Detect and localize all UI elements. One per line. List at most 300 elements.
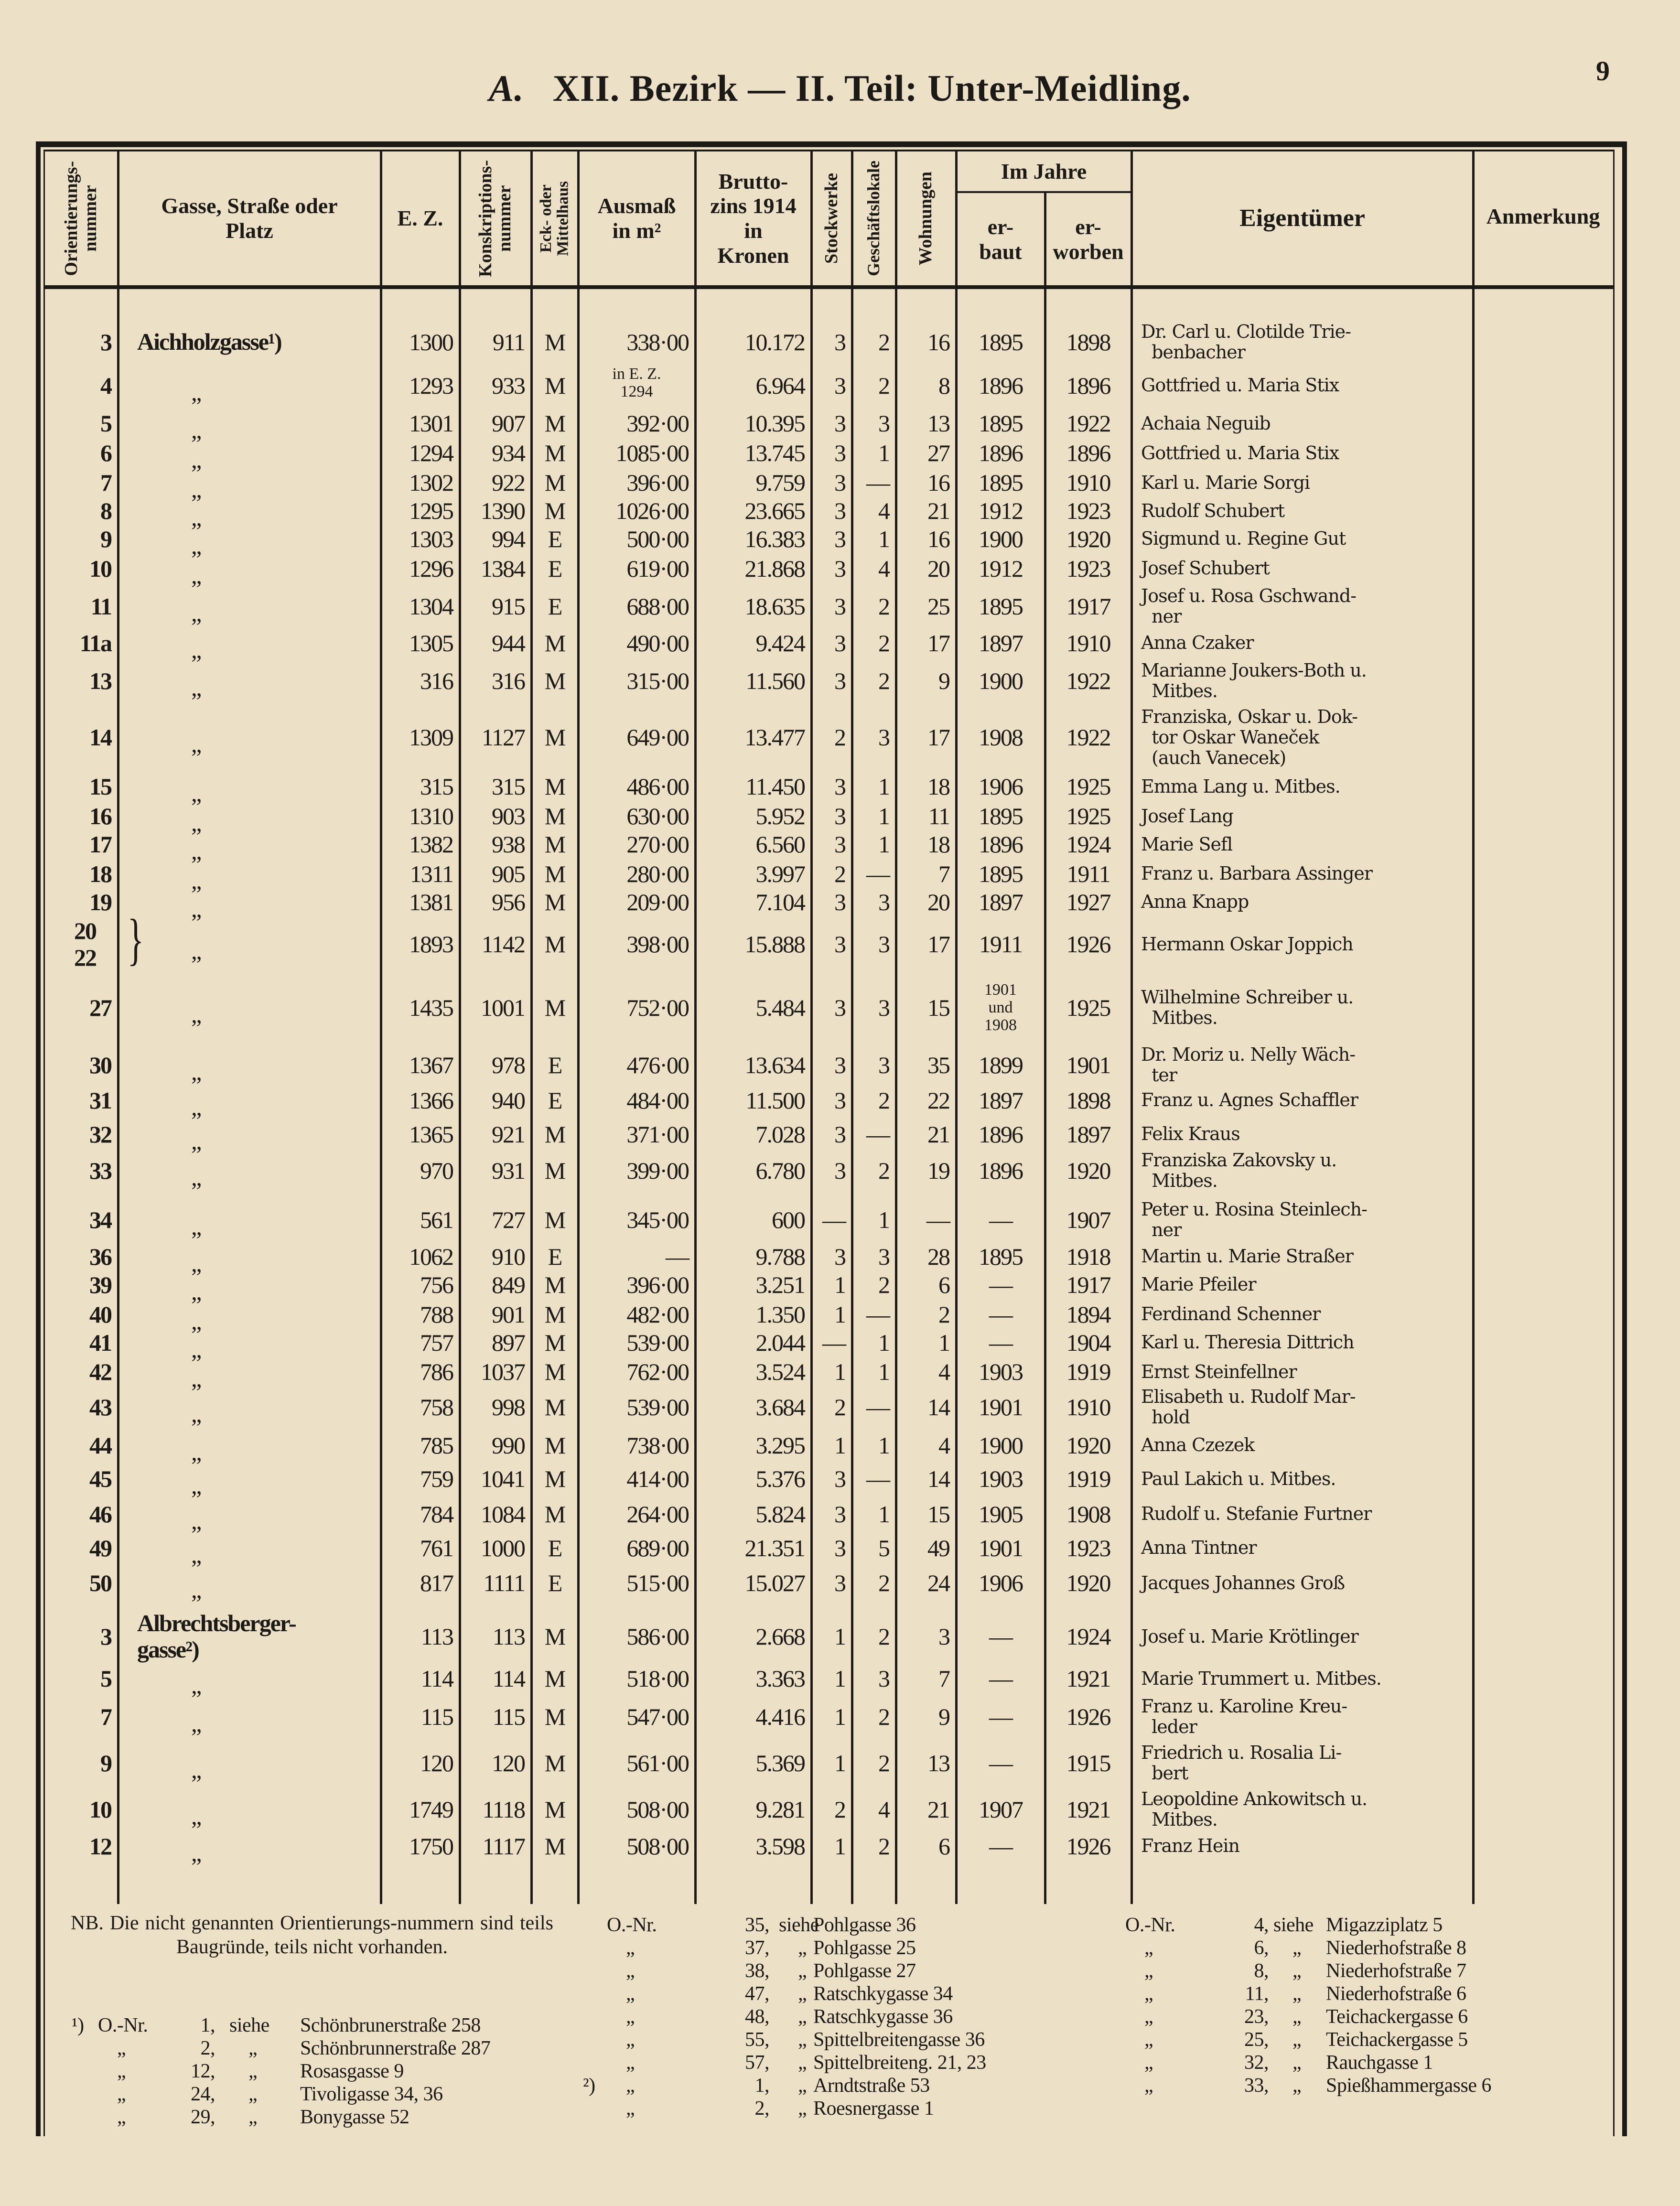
cell-erbaut: —: [989, 1271, 1012, 1298]
cell-erbaut: 1901: [979, 1394, 1023, 1420]
cell-em: M: [544, 1394, 565, 1420]
footnote-target: Tivoligasse 34, 36: [300, 2083, 443, 2105]
footnote-prefix: „: [626, 2006, 635, 2028]
cell-zins: 13.477: [744, 724, 805, 751]
column-rule: [851, 150, 853, 1904]
cell-gasse: „: [191, 1710, 201, 1737]
cell-wo: 24: [927, 1570, 949, 1597]
cell-nr: 42: [89, 1358, 111, 1386]
cell-zins: 5.824: [755, 1500, 805, 1528]
cell-erworben: 1922: [1066, 410, 1110, 437]
cell-em: M: [544, 860, 565, 887]
cell-gasse: „: [191, 476, 201, 503]
cell-erworben: 1898: [1066, 328, 1110, 355]
cell-zins: 18.635: [744, 593, 805, 620]
cell-st: 3: [834, 831, 845, 858]
cell-wo: 15: [927, 994, 949, 1021]
cell-eig: Marie Sefl: [1141, 833, 1233, 855]
cell-eig: Rudolf Schubert: [1141, 500, 1285, 521]
cell-erbaut: 1912: [979, 497, 1023, 525]
cell-wo: 7: [938, 1665, 949, 1692]
cell-nr: 14: [89, 724, 111, 751]
cell-ez: 1367: [409, 1052, 453, 1079]
cell-em: M: [544, 410, 565, 437]
cell-gl: 3: [878, 888, 889, 915]
footnote-siehe: „: [1292, 1960, 1302, 1982]
cell-nr: 13: [89, 667, 111, 695]
cell-ausmass: 490·00: [626, 629, 689, 656]
cell-ausmass: 338·00: [626, 328, 689, 355]
footnote-number: 29,: [191, 2106, 215, 2128]
cell-erbaut: 1900: [979, 667, 1023, 695]
footnote-target: Schönbrunnerstraße 287: [300, 2037, 491, 2059]
cell-gasse: „: [191, 1249, 201, 1277]
cell-gl: 3: [878, 1243, 889, 1270]
col-header-anmerkung: Anmerkung: [1486, 204, 1600, 228]
cell-eig: Anna Czaker: [1141, 632, 1254, 654]
cell-gl: 2: [878, 328, 889, 355]
frame-right: [1622, 141, 1627, 2136]
cell-st: 3: [834, 469, 845, 496]
cell-ez: 114: [420, 1665, 453, 1692]
cell-nr: 5: [100, 410, 111, 437]
cell-wo: 4: [938, 1431, 949, 1459]
cell-st: 3: [834, 931, 845, 958]
footnote-prefix: „: [117, 2106, 126, 2128]
cell-ez: 761: [420, 1534, 453, 1561]
cell-eig: Sigmund u. Regine Gut: [1141, 528, 1346, 549]
cell-zins: 10.172: [744, 328, 805, 355]
cell-zins: 10.395: [744, 410, 805, 437]
cell-em: M: [544, 803, 565, 830]
footnote-target: Pohlgasse 27: [813, 1960, 916, 1982]
cell-erworben: 1926: [1066, 1832, 1110, 1860]
cell-wo: 18: [927, 831, 949, 858]
cell-erworben: 1910: [1066, 629, 1110, 656]
cell-nr: 11a: [79, 629, 111, 656]
cell-gasse: „: [191, 1307, 201, 1334]
cell-nr: 43: [89, 1394, 111, 1420]
footnote-prefix: „: [626, 2052, 635, 2074]
footnote-target: Teichackergasse 5: [1326, 2029, 1468, 2051]
col-header-orientierungsnummer: [44, 151, 118, 285]
col-header-eigentuemer: Eigentümer: [1239, 204, 1365, 232]
cell-em: M: [544, 1832, 565, 1860]
cell-gl: 3: [878, 931, 889, 958]
column-rule: [810, 150, 813, 1904]
cell-em: M: [544, 1796, 565, 1823]
footnote-siehe: „: [798, 2098, 807, 2120]
cell-eig: Emma Lang u. Mitbes.: [1141, 775, 1340, 797]
cell-gasse: „: [191, 600, 201, 627]
cell-gl: 2: [878, 372, 889, 399]
cell-wo: 9: [938, 667, 949, 695]
cell-erbaut: 1895: [979, 469, 1023, 496]
cell-ausmass: 1026·00: [615, 497, 689, 525]
cell-erbaut: 1901 und 1908: [984, 981, 1017, 1034]
cell-zins: 3.363: [755, 1665, 805, 1692]
cell-zins: 3.684: [755, 1394, 805, 1420]
col-header-ausmass: Ausmaß in m²: [597, 194, 676, 243]
cell-erbaut: —: [989, 1623, 1012, 1650]
cell-erworben: 1910: [1066, 1394, 1110, 1420]
cell-erworben: 1919: [1066, 1465, 1110, 1493]
cell-gasse: „: [191, 1058, 201, 1086]
cell-nr: 39: [89, 1271, 111, 1298]
cell-zins: 21.868: [744, 555, 805, 582]
cell-ausmass: 315·00: [626, 667, 689, 695]
cell-erbaut: 1895: [979, 328, 1023, 355]
cell-ez: 757: [420, 1329, 453, 1356]
cell-erworben: 1923: [1066, 555, 1110, 582]
cell-kn: 956: [492, 888, 525, 915]
cell-kn: 940: [492, 1087, 525, 1114]
cell-em: M: [544, 1665, 565, 1692]
cell-wo: 7: [938, 860, 949, 887]
footnote-siehe: siehe: [1273, 1914, 1314, 1936]
cell-em: M: [544, 1329, 565, 1356]
cell-wo: 20: [927, 888, 949, 915]
cell-nr: 4: [100, 372, 111, 399]
cell-eig: Franziska, Oskar u. Dok- tor Oskar Waneček (auch Vanecek): [1141, 706, 1357, 768]
frame-top: [37, 141, 1627, 147]
cell-erbaut: —: [989, 1703, 1012, 1730]
col-header-label: Orientierungs- nummer: [61, 161, 100, 276]
cell-erbaut: 1903: [979, 1358, 1023, 1386]
footnote-target: Ratschkygasse 34: [813, 1983, 953, 2005]
cell-wo: 16: [927, 328, 949, 355]
column-rule: [117, 150, 119, 1904]
footnote-siehe: „: [798, 1983, 807, 2005]
cell-eig: Franz u. Barbara Assinger: [1141, 863, 1373, 884]
cell-erworben: 1926: [1066, 1703, 1110, 1730]
cell-eig: Ernst Steinfellner: [1141, 1361, 1297, 1382]
cell-em: E: [548, 1243, 562, 1270]
footnote-target: Migazziplatz 5: [1326, 1914, 1443, 1936]
cell-ausmass: 482·00: [626, 1301, 689, 1328]
cell-zins: 9.788: [755, 1243, 805, 1270]
cell-ausmass: 508·00: [626, 1832, 689, 1860]
col-header-erbaut: er- baut: [979, 214, 1022, 264]
cell-ez: 756: [420, 1271, 453, 1298]
cell-kn: 907: [492, 410, 525, 437]
cell-zins: 2.044: [755, 1329, 805, 1356]
page-number: 9: [1596, 55, 1610, 86]
cell-erworben: 1927: [1066, 888, 1110, 915]
col-header-eck-mittelhaus: [531, 151, 578, 285]
cell-zins: 3.598: [755, 1832, 805, 1860]
footnote-siehe: „: [1292, 2052, 1302, 2074]
cell-ez: 786: [420, 1358, 453, 1386]
cell-ez: 788: [420, 1301, 453, 1328]
cell-kn: 994: [492, 525, 525, 552]
cell-gl: —: [866, 469, 889, 496]
cell-em: E: [548, 1570, 562, 1597]
cell-ez: 1293: [409, 372, 453, 399]
col-header-stockwerke: [811, 151, 852, 285]
cell-em: M: [544, 667, 565, 695]
cell-kn: 921: [492, 1120, 525, 1148]
cell-erworben: 1920: [1066, 525, 1110, 552]
cell-ez: 784: [420, 1500, 453, 1528]
cell-erworben: 1924: [1066, 1623, 1110, 1650]
footnote-siehe: „: [1292, 2006, 1302, 2028]
cell-erworben: 1917: [1066, 1271, 1110, 1298]
cell-zins: 4.416: [755, 1703, 805, 1730]
cell-wo: 16: [927, 469, 949, 496]
cell-eig: Jacques Johannes Groß: [1141, 1572, 1345, 1593]
cell-wo: 28: [927, 1243, 949, 1270]
cell-eig: Hermann Oskar Joppich: [1141, 933, 1353, 955]
cell-zins: 7.028: [755, 1120, 805, 1148]
footnote-prefix: „: [117, 2060, 126, 2082]
cell-nr: 3: [100, 328, 111, 355]
cell-kn: 1084: [481, 1500, 525, 1528]
cell-ez: 1304: [409, 593, 453, 620]
cell-gl: 5: [878, 1534, 889, 1561]
cell-kn: 1384: [481, 555, 525, 582]
footnote-target: Spießhammergasse 6: [1326, 2075, 1491, 2097]
cell-gasse: „: [191, 1756, 201, 1784]
title-text: XII. Bezirk — II. Teil: Unter-Meidling.: [552, 67, 1191, 109]
cell-em: M: [544, 724, 565, 751]
cell-erbaut: 1899: [979, 1052, 1023, 1079]
footnote-siehe: „: [798, 2006, 807, 2028]
cell-zins: 11.560: [745, 667, 805, 695]
cell-kn: 938: [492, 831, 525, 858]
cell-nr: 10: [89, 1796, 111, 1823]
cell-wo: 17: [927, 724, 949, 751]
cell-erworben: 1919: [1066, 1358, 1110, 1386]
cell-erworben: 1896: [1066, 440, 1110, 467]
cell-zins: 23.665: [744, 497, 805, 525]
cell-gasse: „: [191, 937, 201, 965]
footnote-number: 4,: [1254, 1914, 1269, 1936]
column-rule: [955, 150, 958, 1904]
cell-zins: 1.350: [755, 1301, 805, 1328]
cell-zins: 5.952: [755, 803, 805, 830]
cell-wo: 21: [927, 1120, 949, 1148]
cell-st: 3: [834, 803, 845, 830]
cell-kn: 933: [492, 372, 525, 399]
footnote-prefix: „: [1144, 1937, 1153, 1959]
column-rule: [459, 150, 461, 1904]
cell-nr: 12: [89, 1832, 111, 1860]
cell-erworben: 1910: [1066, 469, 1110, 496]
frame-left-inner: [43, 150, 45, 2136]
cell-st: 1: [834, 1750, 845, 1777]
cell-wo: 14: [927, 1394, 949, 1420]
cell-ausmass: 518·00: [626, 1665, 689, 1692]
cell-erworben: 1925: [1066, 803, 1110, 830]
cell-erbaut: —: [989, 1329, 1012, 1356]
cell-nr: 30: [89, 1052, 111, 1079]
cell-st: 2: [834, 1796, 845, 1823]
cell-erworben: 1925: [1066, 773, 1110, 800]
cell-nr: 33: [89, 1157, 111, 1184]
col-header-konskriptionsnummer: [460, 151, 531, 285]
footnote-prefix: „: [1144, 1960, 1153, 1982]
cell-nr: 44: [89, 1431, 111, 1459]
cell-gl: 1: [878, 1358, 889, 1386]
cell-eig: Josef u. Marie Krötlinger: [1141, 1625, 1358, 1647]
cell-wo: 27: [927, 440, 949, 467]
cell-erbaut: 1895: [979, 1243, 1023, 1270]
column-rule: [694, 150, 697, 1904]
cell-st: 3: [834, 497, 845, 525]
cell-nr: 17: [89, 831, 111, 858]
footnote-prefix: „: [626, 1960, 635, 1982]
cell-gasse: „: [191, 636, 201, 663]
cell-ez: 1365: [409, 1120, 453, 1148]
footnote-prefix: „: [626, 2029, 635, 2051]
cell-gl: 3: [878, 410, 889, 437]
cell-erworben: 1898: [1066, 1087, 1110, 1114]
cell-kn: 1117: [482, 1832, 525, 1860]
cell-kn: 1001: [481, 994, 525, 1021]
cell-em: M: [544, 469, 565, 496]
cell-em: M: [544, 773, 565, 800]
cell-kn: 1127: [481, 724, 525, 751]
cell-wo: 3: [938, 1623, 949, 1650]
cell-gl: 3: [878, 1665, 889, 1692]
cell-erbaut: 1897: [979, 1087, 1023, 1114]
cell-erbaut: 1896: [979, 1120, 1023, 1148]
cell-eig: Josef u. Rosa Gschwand- ner: [1141, 585, 1357, 627]
cell-gasse: „: [191, 1164, 201, 1191]
cell-gl: 1: [878, 1431, 889, 1459]
cell-eig: Dr. Moriz u. Nelly Wäch- ter: [1141, 1044, 1356, 1086]
cell-ez: 1305: [409, 629, 453, 656]
footnote-number: 23,: [1244, 2006, 1269, 2028]
cell-ez: 1750: [409, 1832, 453, 1860]
footnote-prefix: „: [117, 2037, 126, 2059]
cell-erbaut: —: [989, 1301, 1012, 1328]
cell-st: 1: [834, 1832, 845, 1860]
cell-gl: 1: [878, 773, 889, 800]
footnote-number: 55,: [745, 2029, 769, 2051]
cell-wo: 15: [927, 1500, 949, 1528]
cell-zins: 2.668: [755, 1623, 805, 1650]
cell-wo: 9: [938, 1703, 949, 1730]
cell-st: 3: [834, 1500, 845, 1528]
col-header-label: Eck- oder Mittelhaus: [537, 181, 572, 256]
cell-kn: 1111: [483, 1570, 525, 1597]
cell-ausmass: 280·00: [626, 860, 689, 887]
cell-gasse: „: [191, 1335, 201, 1363]
cell-gl: 2: [878, 1157, 889, 1184]
cell-kn: 1142: [481, 931, 525, 958]
cell-zins: 6.964: [755, 372, 805, 399]
cell-gl: 1: [878, 831, 889, 858]
cell-st: —: [822, 1206, 845, 1234]
cell-st: 3: [834, 1534, 845, 1561]
footnote-target: Rauchgasse 1: [1326, 2052, 1433, 2074]
cell-gl: 1: [878, 803, 889, 830]
cell-eig: Franz Hein: [1141, 1835, 1240, 1857]
cell-ez: 758: [420, 1394, 453, 1420]
cell-zins: 9.759: [755, 469, 805, 496]
cell-st: 3: [834, 410, 845, 437]
cell-eig: Franz u. Agnes Schaffler: [1141, 1089, 1358, 1111]
cell-st: 2: [834, 724, 845, 751]
cell-kn: 849: [492, 1271, 525, 1298]
cell-zins: 3.295: [755, 1431, 805, 1459]
cell-kn: 897: [492, 1329, 525, 1356]
frame-right-inner: [1613, 150, 1615, 2136]
cell-st: 3: [834, 1243, 845, 1270]
cell-em: M: [544, 1358, 565, 1386]
cell-em: M: [544, 994, 565, 1021]
cell-gasse: „: [191, 1576, 201, 1603]
cell-erworben: 1921: [1066, 1796, 1110, 1823]
cell-erworben: 1911: [1066, 860, 1110, 887]
cell-gasse: „: [191, 1541, 201, 1568]
cell-em: M: [544, 1206, 565, 1234]
footnote-siehe: „: [1292, 1983, 1302, 2005]
footnote-siehe: „: [248, 2037, 258, 2059]
cell-kn: 905: [492, 860, 525, 887]
cell-erworben: 1923: [1066, 497, 1110, 525]
cell-zins: 16.383: [744, 525, 805, 552]
cell-st: 3: [834, 525, 845, 552]
cell-ez: 316: [420, 667, 453, 695]
page-title: [0, 67, 1680, 110]
cell-erworben: 1917: [1066, 593, 1110, 620]
cell-gasse: „: [191, 378, 201, 406]
footnote-target: Bonygasse 52: [300, 2106, 409, 2128]
cell-ausmass: 508·00: [626, 1796, 689, 1823]
cell-ausmass: 539·00: [626, 1329, 689, 1356]
footnote-number: 11,: [1245, 1983, 1269, 2005]
cell-erbaut: 1906: [979, 1570, 1023, 1597]
cell-gasse: „: [191, 1438, 201, 1465]
cell-ausmass: 396·00: [626, 1271, 689, 1298]
cell-ez: 113: [420, 1623, 453, 1650]
cell-st: 1: [834, 1665, 845, 1692]
cell-st: 3: [834, 994, 845, 1021]
cell-zins: 9.424: [755, 629, 805, 656]
cell-zins: 21.351: [744, 1534, 805, 1561]
cell-ausmass: 539·00: [626, 1394, 689, 1420]
cell-wo: 6: [938, 1271, 949, 1298]
cell-erbaut: 1901: [979, 1534, 1023, 1561]
cell-eig: Gottfried u. Maria Stix: [1141, 375, 1339, 396]
column-rule: [895, 150, 897, 1904]
cell-gasse: „: [191, 1803, 201, 1830]
footnote-prefix: „: [626, 2075, 635, 2097]
cell-wo: 16: [927, 525, 949, 552]
cell-ausmass: 630·00: [626, 803, 689, 830]
cell-eig: Wilhelmine Schreiber u. Mitbes.: [1141, 986, 1354, 1028]
cell-ausmass: 398·00: [626, 931, 689, 958]
cell-wo: 13: [927, 1750, 949, 1777]
cell-nr: 20 22: [74, 917, 96, 971]
cell-gasse: „: [191, 731, 201, 758]
cell-erbaut: 1896: [979, 372, 1023, 399]
cell-zins: 5.376: [755, 1465, 805, 1493]
cell-st: 3: [834, 555, 845, 582]
cell-eig: Marie Pfeiler: [1141, 1274, 1256, 1295]
cell-nr: 32: [89, 1120, 111, 1148]
cell-wo: 25: [927, 593, 949, 620]
footnote-prefix: „: [626, 1937, 635, 1959]
cell-st: —: [822, 1329, 845, 1356]
cell-wo: 17: [927, 629, 949, 656]
cell-erbaut: —: [989, 1665, 1012, 1692]
footnote-prefix: O.-Nr.: [1125, 1914, 1175, 1936]
cell-gl: 1: [878, 440, 889, 467]
